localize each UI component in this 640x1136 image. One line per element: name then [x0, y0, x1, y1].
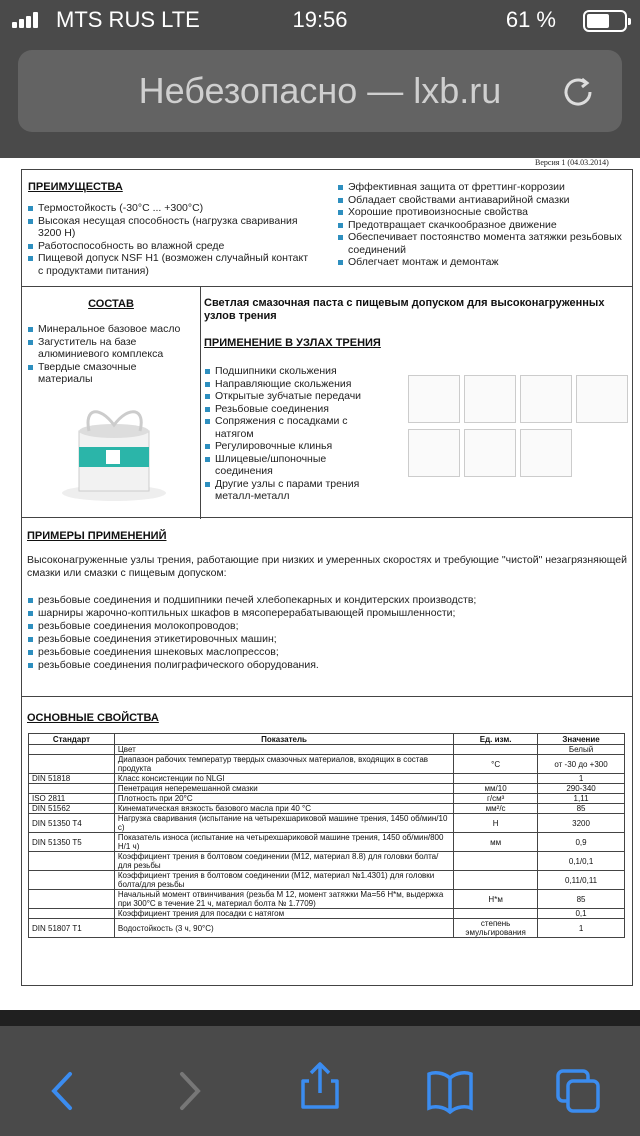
list-item: шарниры жарочно-коптильных шкафов в мясоперерабатывающей промышленности;	[27, 607, 627, 620]
table-cell	[454, 871, 538, 890]
table-row	[29, 755, 625, 774]
thread-image	[576, 375, 628, 423]
table-cell: 0,9	[538, 833, 625, 852]
advantages-right-list	[337, 181, 627, 269]
table-cell: Класс консистенции по NLGI	[114, 774, 453, 784]
table-cell: DIN 51562	[29, 804, 115, 814]
table-cell: 1,11	[538, 794, 625, 804]
application-list	[204, 365, 384, 503]
list-item: Хорошие противоизносные свойства	[337, 206, 627, 219]
table-row	[29, 909, 625, 919]
table-cell: 0,1	[538, 909, 625, 919]
table-cell	[29, 909, 115, 919]
table-cell: от -30 до +300	[538, 755, 625, 774]
list-item: Облегчает монтаж и демонтаж	[337, 256, 627, 269]
table-cell: Нагрузка сваривания (испытание на четырехшариковой машине трения, 1450 об/мин/10 с)	[114, 814, 453, 833]
list-item: Загуститель на базе алюминиевого комплекса	[27, 336, 192, 361]
table-cell	[29, 745, 115, 755]
list-item: Минеральное базовое масло	[27, 323, 192, 336]
composition-title: СОСТАВ	[88, 298, 134, 310]
table-header: Показатель	[114, 734, 453, 745]
page-divider	[0, 1010, 640, 1026]
list-item: резьбовые соединения молокопроводов;	[27, 620, 627, 633]
properties-section	[21, 696, 633, 986]
product-can-image	[54, 403, 184, 503]
list-item: Резьбовые соединения	[204, 403, 384, 416]
table-cell: Коэффициент трения для посадки с натягом	[114, 909, 453, 919]
application-title: ПРИМЕНЕНИЕ В УЗЛАХ ТРЕНИЯ	[204, 337, 381, 349]
tabs-icon[interactable]	[553, 1066, 603, 1116]
list-item: Открытые зубчатые передачи	[204, 390, 384, 403]
list-item: Шлицевые/шпоночные соединения	[204, 453, 384, 478]
table-row	[29, 890, 625, 909]
table-row	[29, 794, 625, 804]
table-cell: Кинематическая вязкость базового масла при 40 °C	[114, 804, 453, 814]
properties-table	[28, 733, 625, 938]
table-cell	[29, 871, 115, 890]
list-item: Обеспечивает постоянство момента затяжки резьбовых соединений	[337, 231, 627, 256]
list-item: Пищевой допуск NSF H1 (возможен случайный контакт с продуктами питания)	[27, 252, 315, 277]
friction-parts-images	[408, 375, 631, 479]
table-cell: Коэффициент трения в болтовом соединении (М12, материал 8.8) для головки болта/для резьбы	[114, 852, 453, 871]
bearing-image	[408, 375, 460, 423]
wedge-image	[464, 429, 516, 477]
list-item: Работоспособность во влажной среде	[27, 240, 315, 253]
table-cell: 1	[538, 919, 625, 938]
advantages-title: ПРЕИМУЩЕСТВА	[28, 181, 123, 193]
list-item: резьбовые соединения и подшипники печей хлебопекарных и кондитерских производств;	[27, 594, 627, 607]
table-cell: DIN 51350 T4	[29, 814, 115, 833]
table-row	[29, 871, 625, 890]
examples-title: ПРИМЕРЫ ПРИМЕНЕНИЙ	[27, 530, 167, 542]
table-cell: Белый	[538, 745, 625, 755]
table-cell: DIN 51807 T1	[29, 919, 115, 938]
table-cell: мм	[454, 833, 538, 852]
composition-list	[27, 323, 192, 386]
browser-toolbar	[0, 1026, 640, 1136]
table-cell: Начальный момент отвинчивания (резьба М 12, момент затяжки Ма=56 Н*м, выдержка при 300°C в течение 21 ч, материал болта № 1.7709)	[114, 890, 453, 909]
table-cell	[454, 852, 538, 871]
table-cell: Коэффициент трения в болтовом соединении (М12, материал №1.4301) для головки болта/для резьбы	[114, 871, 453, 890]
examples-intro: Высоконагруженные узлы трения, работающие при низких и умеренных скоростях и требующие "чистой" незагрязняющей смазки или смазки с пищевым допуском:	[27, 554, 627, 579]
table-cell	[454, 909, 538, 919]
product-description: Светлая смазочная паста с пищевым допуском для высоконагруженных узлов трения	[204, 297, 605, 322]
version-label: Версия 1 (04.03.2014)	[535, 158, 609, 167]
guide-image	[464, 375, 516, 423]
reload-icon[interactable]	[560, 74, 596, 110]
browser-chrome	[0, 0, 640, 158]
list-item: Высокая несущая способность (нагрузка сваривания 3200 Н)	[27, 215, 315, 240]
table-cell: 85	[538, 890, 625, 909]
table-cell: Плотность при 20°C	[114, 794, 453, 804]
table-cell: Водостойкость (3 ч, 90°C)	[114, 919, 453, 938]
advantages-left-list	[27, 202, 315, 277]
address-bar[interactable]	[18, 50, 622, 132]
carrier-label: MTS RUS LTE	[56, 7, 200, 32]
chevron-left-icon[interactable]	[38, 1066, 88, 1116]
table-header: Стандарт	[29, 734, 115, 745]
table-cell: °C	[454, 755, 538, 774]
table-row	[29, 745, 625, 755]
table-cell: степень эмульгирования	[454, 919, 538, 938]
table-cell: 1	[538, 774, 625, 784]
table-cell: 3200	[538, 814, 625, 833]
table-cell: ISO 2811	[29, 794, 115, 804]
share-icon[interactable]	[295, 1061, 345, 1111]
table-cell: г/см³	[454, 794, 538, 804]
table-cell: Цвет	[114, 745, 453, 755]
list-item: Сопряжения с посадками с натягом	[204, 415, 384, 440]
table-cell	[29, 784, 115, 794]
table-row	[29, 804, 625, 814]
list-item: резьбовые соединения этикетировочных машин;	[27, 633, 627, 646]
table-cell: 85	[538, 804, 625, 814]
advantages-section	[21, 169, 633, 287]
table-cell: Н	[454, 814, 538, 833]
document-page	[0, 158, 640, 1010]
list-item: Подшипники скольжения	[204, 365, 384, 378]
list-item: Предотвращает скачкообразное движение	[337, 219, 627, 232]
book-icon[interactable]	[425, 1066, 475, 1116]
table-cell: 290-340	[538, 784, 625, 794]
battery-percent: 61 %	[505, 7, 556, 32]
spline-image	[520, 429, 572, 477]
list-item: резьбовые соединения шнековых маслопрессов;	[27, 646, 627, 659]
table-header: Значение	[538, 734, 625, 745]
fit-image	[408, 429, 460, 477]
table-row	[29, 814, 625, 833]
gear-image	[520, 375, 572, 423]
table-cell: Н*м	[454, 890, 538, 909]
battery-icon	[583, 10, 627, 32]
table-header: Ед. изм.	[454, 734, 538, 745]
list-item: Термостойкость (-30°C ... +300°C)	[27, 202, 315, 215]
table-cell: DIN 51818	[29, 774, 115, 784]
list-item: Направляющие скольжения	[204, 378, 384, 391]
table-cell	[29, 890, 115, 909]
table-cell	[29, 755, 115, 774]
table-row	[29, 784, 625, 794]
clock: 19:56	[292, 7, 348, 32]
table-cell: DIN 51350 T5	[29, 833, 115, 852]
table-cell: мм²/с	[454, 804, 538, 814]
list-item: Твердые смазочные материалы	[27, 361, 192, 386]
table-cell: 0,1/0,1	[538, 852, 625, 871]
list-item: Обладает свойствами антиаварийной смазки	[337, 194, 627, 207]
table-cell: Показатель износа (испытание на четырехшариковой машине трения, 1450 об/мин/800 Н/1 ч)	[114, 833, 453, 852]
table-cell: Диапазон рабочих температур твердых смазочных материалов, входящих в состав продукта	[114, 755, 453, 774]
properties-title: ОСНОВНЫЕ СВОЙСТВА	[27, 712, 159, 724]
examples-list	[27, 594, 627, 672]
table-cell: Пенетрация неперемешанной смазки	[114, 784, 453, 794]
table-cell	[454, 774, 538, 784]
examples-section	[21, 517, 633, 697]
table-cell	[454, 745, 538, 755]
table-row	[29, 852, 625, 871]
list-item: Эффективная защита от фреттинг-коррозии	[337, 181, 627, 194]
table-row	[29, 919, 625, 938]
url-text[interactable]: Небезопасно — lxb.ru	[138, 70, 502, 111]
list-item: Другие узлы с парами трения металл-металл	[204, 478, 384, 503]
chevron-right-icon[interactable]	[164, 1066, 214, 1116]
table-cell	[29, 852, 115, 871]
list-item: резьбовые соединения полиграфического оборудования.	[27, 659, 627, 672]
table-cell: мм/10	[454, 784, 538, 794]
table-cell: 0,11/0,11	[538, 871, 625, 890]
table-row	[29, 774, 625, 784]
list-item: Регулировочные клинья	[204, 440, 384, 453]
table-row	[29, 833, 625, 852]
